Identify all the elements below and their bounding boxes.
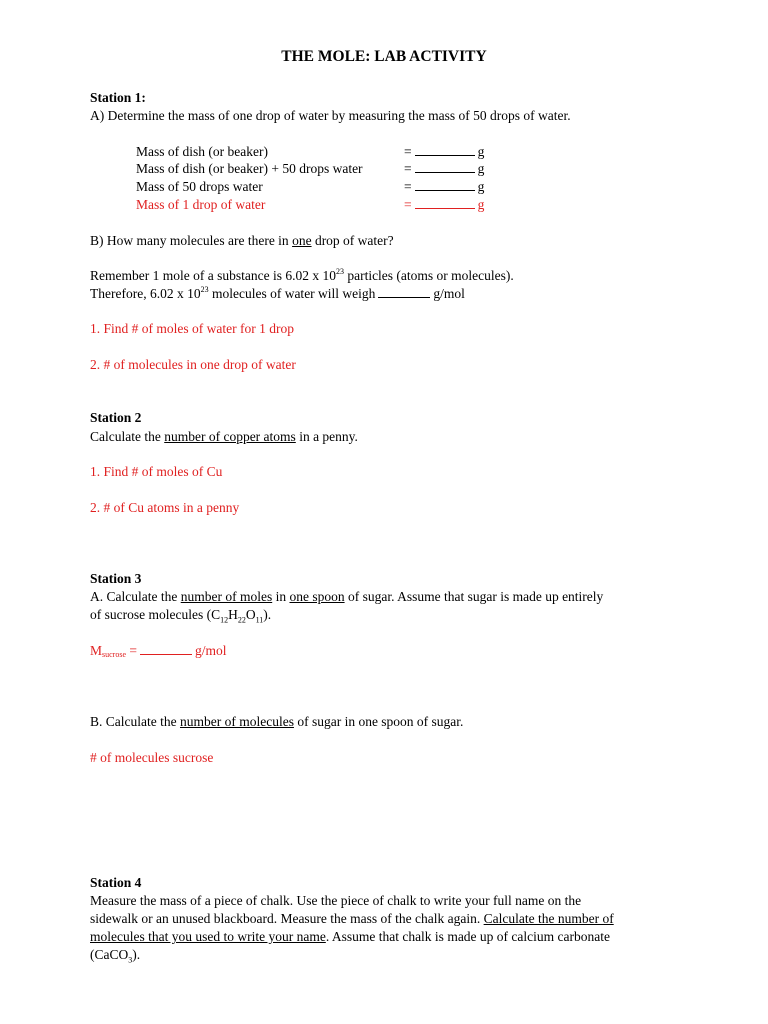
mass-row-dish-plus-drops: Mass of dish (or beaker) + 50 drops water = g: [136, 161, 485, 176]
station4-line2: sidewalk or an unused blackboard. Measure the mass of the chalk again. Calculate the number of: [90, 911, 614, 926]
answer-blank[interactable]: [378, 286, 430, 298]
station4-line4: (CaCO$_3$).: [90, 947, 141, 965]
row-label: Mass of dish (or beaker): [136, 144, 268, 159]
answer-blank[interactable]: [415, 197, 475, 209]
mass-row-1-drop: Mass of 1 drop of water = g: [136, 197, 485, 212]
station4-line3: molecules that you used to write your name. Assume that chalk is made up of calcium carbonate: [90, 929, 610, 944]
mass-row-50-drops: Mass of 50 drops water = g: [136, 179, 485, 194]
therefore-text: Therefore, 6.02 x $10^{23}$ molecules of water will weigh g/mol: [90, 284, 465, 301]
row-label: Mass of dish (or beaker) + 50 drops water: [136, 161, 363, 176]
station4-heading: Station 4: [90, 875, 142, 890]
station3-part-b: B. Calculate the number of molecules of sugar in one spoon of sugar.: [90, 714, 464, 729]
station4-line1: Measure the mass of a piece of chalk. Use the piece of chalk to write your full name on the: [90, 893, 582, 908]
station2-heading: Station 2: [90, 410, 142, 425]
answer-blank[interactable]: [415, 161, 475, 173]
station3-part-a-line2: of sucrose molecules $(C_{12}H_{22}O_{11})$.: [90, 607, 272, 625]
station1-step2: 2. # of molecules in one drop of water: [90, 357, 296, 372]
station1-step1: 1. Find # of moles of water for 1 drop: [90, 321, 294, 336]
page-title: THE MOLE: LAB ACTIVITY: [281, 48, 487, 65]
answer-blank[interactable]: [415, 179, 475, 191]
row-label: Mass of 1 drop of water: [136, 197, 266, 212]
station3-part-b-red: # of molecules sucrose: [90, 750, 214, 765]
station3-heading: Station 3: [90, 571, 142, 586]
station3-part-a: A. Calculate the number of moles in one spoon of sugar. Assume that sugar is made up entirely: [90, 589, 604, 604]
mass-row-dish: Mass of dish (or beaker) = g: [136, 144, 485, 159]
station1-heading: Station 1:: [90, 90, 146, 105]
station2-step1: 1. Find # of moles of Cu: [90, 464, 223, 479]
station2-text: Calculate the number of copper atoms in a penny.: [90, 429, 358, 444]
answer-blank[interactable]: [140, 643, 192, 655]
row-label: Mass of 50 drops water: [136, 179, 263, 194]
station2-step2: 2. # of Cu atoms in a penny: [90, 500, 240, 515]
molar-mass-sucrose: Msucrose = g/mol: [90, 643, 227, 659]
remember-text: Remember 1 mole of a substance is 6.02 x $10^{23}$ particles (atoms or molecules).: [90, 266, 514, 283]
answer-blank[interactable]: [415, 144, 475, 156]
station1-part-b: B) How many molecules are there in one drop of water?: [90, 233, 394, 248]
station1-part-a: A) Determine the mass of one drop of water by measuring the mass of 50 drops of water.: [90, 108, 571, 123]
